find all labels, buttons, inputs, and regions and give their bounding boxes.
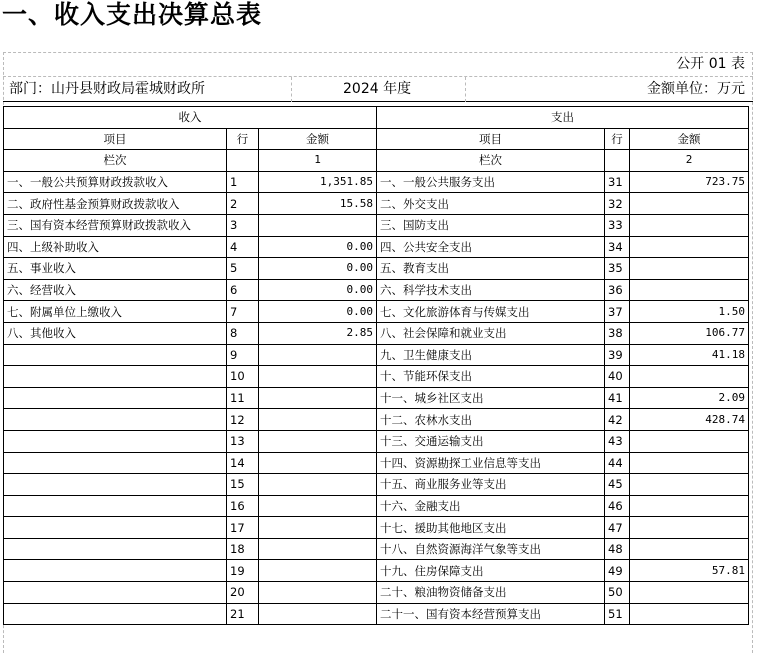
income-amount-cell: 15.58 (259, 193, 377, 215)
table-row (4, 538, 749, 560)
income-line-cell: 7 (227, 301, 259, 323)
income-line-cell: 17 (227, 517, 259, 539)
expense-amount-cell (630, 582, 749, 604)
income-item-cell (4, 452, 227, 474)
column-number-row (4, 150, 749, 172)
expense-line-cell: 44 (605, 452, 630, 474)
table-row (4, 560, 749, 582)
expense-item-cell: 三、国防支出 (377, 214, 605, 236)
expense-item-cell: 十八、自然资源海洋气象等支出 (377, 538, 605, 560)
expense-amount-cell (630, 538, 749, 560)
expense-item-cell: 五、教育支出 (377, 258, 605, 280)
income-amount-cell (259, 430, 377, 452)
income-item-cell (4, 560, 227, 582)
income-line-cell: 6 (227, 279, 259, 301)
expense-line-cell: 37 (605, 301, 630, 323)
income-amount-header: 金额 (259, 128, 377, 150)
income-amount-cell (259, 452, 377, 474)
form-number: 公开 01 表 (676, 56, 745, 72)
expense-line-cell: 31 (605, 171, 630, 193)
expense-line-cell: 32 (605, 193, 630, 215)
income-amount-cell (259, 517, 377, 539)
expense-amount-cell: 106.77 (630, 322, 749, 344)
income-line-cell: 12 (227, 409, 259, 431)
expense-line-cell: 33 (605, 214, 630, 236)
income-item-cell: 四、上级补助收入 (4, 236, 227, 258)
expense-amount-header: 金额 (630, 128, 749, 150)
expense-item-cell: 七、文化旅游体育与传媒支出 (377, 301, 605, 323)
income-line-cell: 21 (227, 603, 259, 625)
expense-line-cell: 51 (605, 603, 630, 625)
income-amount-cell (259, 495, 377, 517)
expense-item-cell: 十五、商业服务业等支出 (377, 474, 605, 496)
table-row (4, 344, 749, 366)
table-row (4, 495, 749, 517)
expense-line-cell: 43 (605, 430, 630, 452)
table-row (4, 582, 749, 604)
expense-line-cell: 50 (605, 582, 630, 604)
info-divider (465, 77, 466, 102)
expense-line-cell: 35 (605, 258, 630, 280)
expense-amount-cell (630, 452, 749, 474)
expense-item-cell: 十一、城乡社区支出 (377, 387, 605, 409)
expense-amount-cell: 57.81 (630, 560, 749, 582)
expense-item-cell: 二十、粮油物资储备支出 (377, 582, 605, 604)
expense-line-header: 行 (605, 128, 630, 150)
income-line-cell: 16 (227, 495, 259, 517)
expense-amount-cell (630, 430, 749, 452)
expense-item-cell: 十、节能环保支出 (377, 366, 605, 388)
income-line-cell: 10 (227, 366, 259, 388)
expense-line-cell: 38 (605, 322, 630, 344)
income-amount-cell (259, 387, 377, 409)
expense-item-cell: 十三、交通运输支出 (377, 430, 605, 452)
income-line-cell: 3 (227, 214, 259, 236)
expense-line-cell: 36 (605, 279, 630, 301)
table-row (4, 171, 749, 193)
income-amount-cell (259, 214, 377, 236)
expense-line-cell: 46 (605, 495, 630, 517)
income-line-header: 行 (227, 128, 259, 150)
income-amount-cell (259, 603, 377, 625)
expense-item-cell: 一、一般公共服务支出 (377, 171, 605, 193)
income-line-cell: 19 (227, 560, 259, 582)
income-amount-cell (259, 538, 377, 560)
expense-item-cell: 九、卫生健康支出 (377, 344, 605, 366)
income-line-cell: 5 (227, 258, 259, 280)
page-title: 一、收入支出决算总表 (2, 0, 263, 29)
expense-amount-cell (630, 214, 749, 236)
expense-amount-cell: 723.75 (630, 171, 749, 193)
income-item-cell (4, 387, 227, 409)
income-line-cell: 11 (227, 387, 259, 409)
info-divider (291, 77, 292, 102)
income-item-cell (4, 474, 227, 496)
income-line-cell: 14 (227, 452, 259, 474)
income-item-cell (4, 344, 227, 366)
income-item-cell: 二、政府性基金预算财政拨款收入 (4, 193, 227, 215)
income-line-cell: 13 (227, 430, 259, 452)
expense-line-cell: 47 (605, 517, 630, 539)
column-header-row (4, 128, 749, 150)
expense-line-cell: 40 (605, 366, 630, 388)
income-line-cell: 4 (227, 236, 259, 258)
expense-section-header: 支出 (377, 107, 749, 129)
income-amount-cell (259, 409, 377, 431)
expense-item-cell: 二十一、国有资本经营预算支出 (377, 603, 605, 625)
expense-amount-cell (630, 236, 749, 258)
income-line-cell: 15 (227, 474, 259, 496)
income-item-cell: 八、其他收入 (4, 322, 227, 344)
income-column-number: 1 (259, 150, 377, 172)
expense-line-cell: 42 (605, 409, 630, 431)
income-line-cell: 8 (227, 322, 259, 344)
table-row (4, 322, 749, 344)
table-row (4, 258, 749, 280)
expense-amount-cell (630, 279, 749, 301)
income-item-cell (4, 430, 227, 452)
expense-amount-cell (630, 517, 749, 539)
income-item-cell: 六、经营收入 (4, 279, 227, 301)
expense-amount-cell (630, 603, 749, 625)
expense-item-cell: 八、社会保障和就业支出 (377, 322, 605, 344)
table-row (4, 430, 749, 452)
table-row (4, 387, 749, 409)
expense-amount-cell (630, 474, 749, 496)
table-row (4, 236, 749, 258)
expense-amount-cell (630, 258, 749, 280)
expense-item-cell: 四、公共安全支出 (377, 236, 605, 258)
report-info-row (3, 76, 753, 102)
income-item-cell: 五、事业收入 (4, 258, 227, 280)
income-amount-cell: 0.00 (259, 301, 377, 323)
table-row (4, 452, 749, 474)
income-item-cell (4, 517, 227, 539)
income-item-cell (4, 409, 227, 431)
expense-line-cell: 41 (605, 387, 630, 409)
form-number-row (3, 52, 753, 76)
income-amount-cell: 0.00 (259, 236, 377, 258)
income-line-cell: 1 (227, 171, 259, 193)
expense-amount-cell: 1.50 (630, 301, 749, 323)
expense-amount-cell (630, 193, 749, 215)
table-row (4, 366, 749, 388)
income-item-cell (4, 582, 227, 604)
expense-line-cell: 48 (605, 538, 630, 560)
income-line-cell: 18 (227, 538, 259, 560)
expense-amount-cell (630, 366, 749, 388)
income-expense-table (3, 106, 749, 625)
income-amount-cell: 1,351.85 (259, 171, 377, 193)
income-amount-cell: 0.00 (259, 258, 377, 280)
income-line-cell: 2 (227, 193, 259, 215)
income-line-cell: 9 (227, 344, 259, 366)
expense-line-cell: 39 (605, 344, 630, 366)
empty-cell (227, 150, 259, 172)
income-item-cell (4, 603, 227, 625)
income-amount-cell (259, 474, 377, 496)
expense-amount-cell: 2.09 (630, 387, 749, 409)
expense-item-cell: 二、外交支出 (377, 193, 605, 215)
amount-unit: 金额单位：万元 (647, 81, 745, 97)
income-item-cell (4, 495, 227, 517)
expense-column-label: 栏次 (377, 150, 605, 172)
expense-item-cell: 十二、农林水支出 (377, 409, 605, 431)
table-row (4, 279, 749, 301)
expense-amount-cell: 428.74 (630, 409, 749, 431)
expense-line-cell: 49 (605, 560, 630, 582)
table-row (4, 409, 749, 431)
income-line-cell: 20 (227, 582, 259, 604)
expense-column-number: 2 (630, 150, 749, 172)
income-item-cell: 七、附属单位上缴收入 (4, 301, 227, 323)
table-row (4, 474, 749, 496)
empty-cell (605, 150, 630, 172)
expense-item-cell: 十九、住房保障支出 (377, 560, 605, 582)
income-column-label: 栏次 (4, 150, 227, 172)
expense-item-header: 项目 (377, 128, 605, 150)
table-row (4, 193, 749, 215)
section-header-row (4, 107, 749, 129)
income-item-header: 项目 (4, 128, 227, 150)
expense-item-cell: 六、科学技术支出 (377, 279, 605, 301)
table-row (4, 517, 749, 539)
table-row (4, 603, 749, 625)
income-amount-cell: 0.00 (259, 279, 377, 301)
income-amount-cell (259, 582, 377, 604)
expense-item-cell: 十四、资源勘探工业信息等支出 (377, 452, 605, 474)
income-item-cell (4, 366, 227, 388)
expense-line-cell: 45 (605, 474, 630, 496)
income-item-cell (4, 538, 227, 560)
expense-amount-cell (630, 495, 749, 517)
income-amount-cell (259, 366, 377, 388)
expense-amount-cell: 41.18 (630, 344, 749, 366)
table-row (4, 301, 749, 323)
income-amount-cell: 2.85 (259, 322, 377, 344)
expense-line-cell: 34 (605, 236, 630, 258)
fiscal-year: 2024 年度 (343, 81, 412, 97)
expense-item-cell: 十六、金融支出 (377, 495, 605, 517)
income-item-cell: 一、一般公共预算财政拨款收入 (4, 171, 227, 193)
expense-item-cell: 十七、援助其他地区支出 (377, 517, 605, 539)
income-amount-cell (259, 344, 377, 366)
department-label: 部门：山丹县财政局霍城财政所 (9, 81, 205, 97)
table-row (4, 214, 749, 236)
income-section-header: 收入 (4, 107, 377, 129)
income-item-cell: 三、国有资本经营预算财政拨款收入 (4, 214, 227, 236)
income-amount-cell (259, 560, 377, 582)
